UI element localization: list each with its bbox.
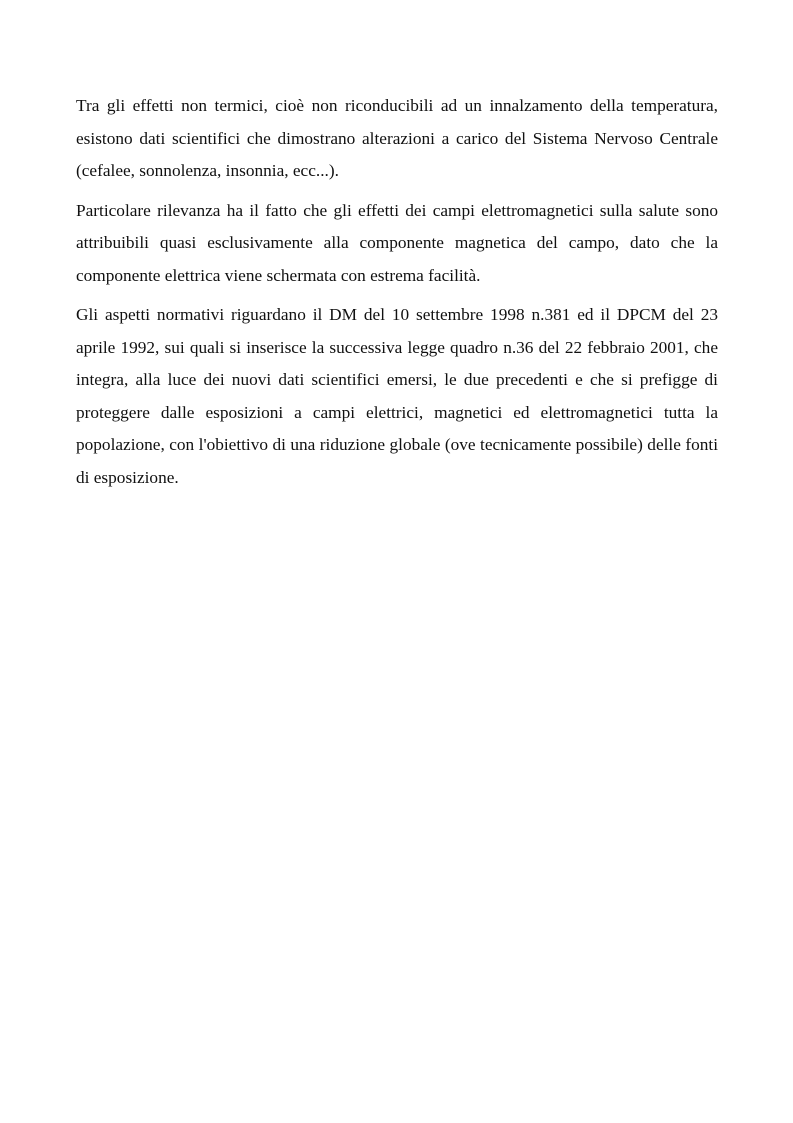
- paragraph-magnetic-component: Particolare rilevanza ha il fatto che gli effetti dei campi elettromagnetici sulla salute sono attribuibili quasi esclusivamente alla componente magnetica del campo, dato che la componente elettrica viene schermata con estrema facilità.: [76, 200, 718, 285]
- paragraph-regulations: Gli aspetti normativi riguardano il DM del 10 settembre 1998 n.381 ed il DPCM del 23 aprile 1992, sui quali si inserisce la successiva legge quadro n.36 del 22 febbraio 2001, che integra, alla luce dei nuovi dati scientifici emersi, le due precedenti e che si prefigge di proteggere dalle esposizioni a campi elettrici, magnetici ed elettromagnetici tutta la popolazione, con l'obiettivo di una riduzione globale (ove tecnicamente possibile) delle fonti di esposizione.: [76, 305, 718, 487]
- paragraph-non-thermal-effects: Tra gli effetti non termici, cioè non riconducibili ad un innalzamento della temperatura, esistono dati scientifici che dimostrano alterazioni a carico del Sistema Nervoso Centrale (cefalee, sonnolenza, insonnia, ecc...).: [76, 96, 718, 180]
- body-text: [76, 90, 718, 501]
